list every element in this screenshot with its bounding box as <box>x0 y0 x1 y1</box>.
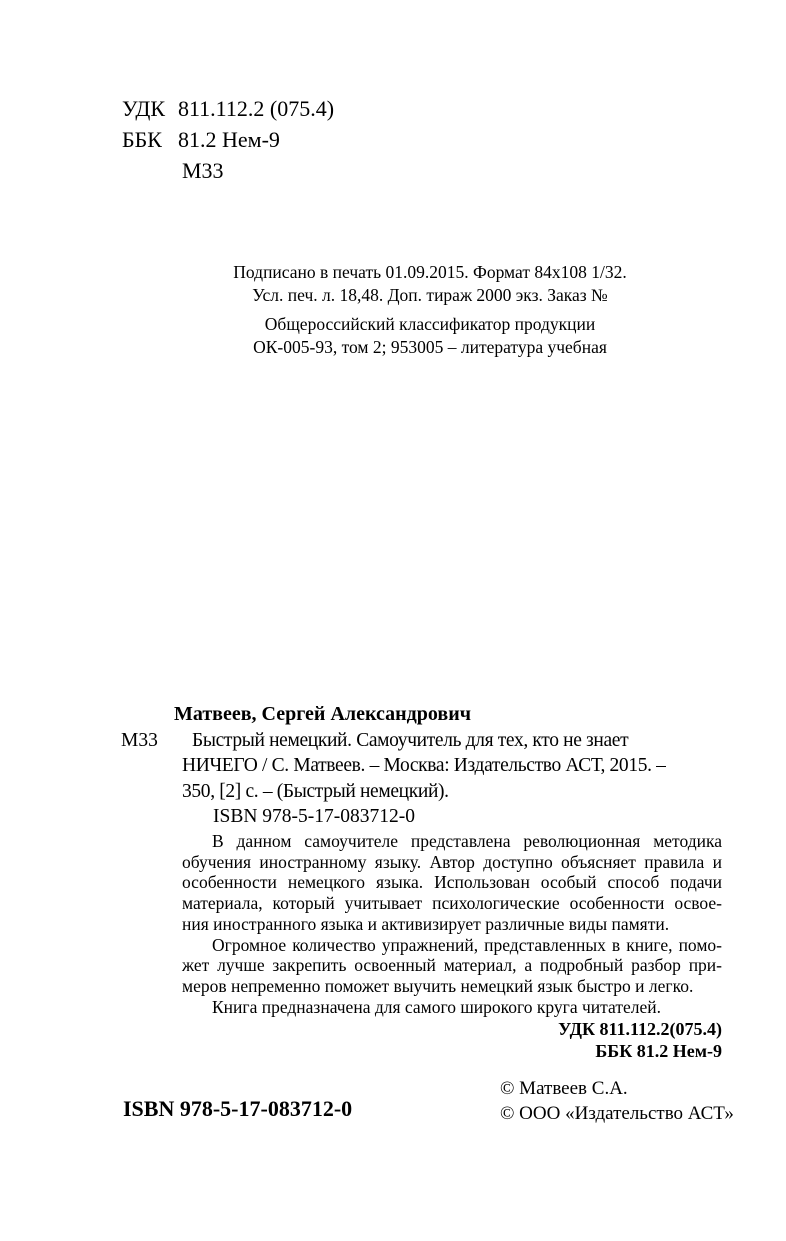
author-code-row <box>122 155 334 186</box>
top-classification-block <box>122 93 334 186</box>
annotation-block <box>182 831 722 1062</box>
annotation-paragraph-3 <box>182 997 722 1018</box>
annotation-paragraph-2 <box>182 935 722 997</box>
print-info-line-1: Подписано в печать 01.09.2015. Формат 84х108 1/32. <box>233 262 627 282</box>
author-code-spacer <box>122 155 168 186</box>
footer-copyrights <box>500 1077 734 1126</box>
print-info-block <box>120 261 740 359</box>
bbk-row <box>122 124 334 155</box>
annotation-line: Книга предназначена для самого широкого круга читателей. <box>212 996 661 1017</box>
card-bib-line-1: Быстрый немецкий. Самоучитель для тех, кто не знает <box>192 729 629 751</box>
card-author: Матвеев, Сергей Александрович <box>174 703 472 725</box>
copyright-publisher: © ООО «Издательство АСТ» <box>500 1102 734 1124</box>
annotation-line: особенности немецкого языка. Использован особый способ подачи <box>182 872 722 893</box>
card-bib-line-3: 350, [2] с. – (Быстрый немецкий). <box>182 780 449 802</box>
annotation-line: обучения иностранному языку. Автор доступно объясняет правила и <box>182 851 722 872</box>
annotation-line: меров непременно поможет выучить немецкий язык быстро и легко. <box>182 975 694 996</box>
print-info-line-2: Усл. печ. л. 18,48. Доп. тираж 2000 экз. Заказ № <box>252 285 608 305</box>
copyright-author: © Матвеев С.А. <box>500 1078 628 1099</box>
annotation-line: жет лучше закрепить освоенный материал, а подробный разбор при- <box>182 955 722 976</box>
bbk-right: ББК 81.2 Нем-9 <box>595 1040 722 1061</box>
udk-label: УДК <box>122 96 166 121</box>
udk-right: УДК 811.112.2(075.4) <box>558 1019 722 1040</box>
card-bib-row-1 <box>121 728 722 754</box>
annotation-line: В данном самоучителе представлена революционная методика <box>212 831 722 851</box>
classifier-line-2: ОК-005-93, том 2; 953005 – литература учебная <box>253 337 607 357</box>
annotation-paragraph-1 <box>182 831 722 935</box>
catalog-card <box>121 702 722 830</box>
bbk-label: ББК <box>122 127 162 152</box>
card-bib-line-2: НИЧЕГО / С. Матвеев. – Москва: Издательство АСТ, 2015. – <box>182 755 666 776</box>
classifier-line-1: Общероссийский классификатор продукции <box>264 314 596 334</box>
udk-value: 811.112.2 (075.4) <box>178 96 335 121</box>
annotation-line: материала, который учитывает психологические особенности освое- <box>182 893 722 914</box>
footer-isbn: ISBN 978-5-17-083712-0 <box>123 1096 353 1121</box>
author-code: М33 <box>182 158 224 183</box>
annotation-line: Огромное количество упражнений, представленных в книге, помо- <box>212 934 722 955</box>
right-codes-block <box>182 1019 722 1062</box>
card-isbn: ISBN 978-5-17-083712-0 <box>213 806 416 827</box>
annotation-line: ния иностранного языка и активизирует различные виды памяти. <box>182 913 670 934</box>
bbk-value: 81.2 Нем-9 <box>178 127 280 152</box>
card-author-code: М33 <box>121 729 158 751</box>
udk-row <box>122 93 334 124</box>
